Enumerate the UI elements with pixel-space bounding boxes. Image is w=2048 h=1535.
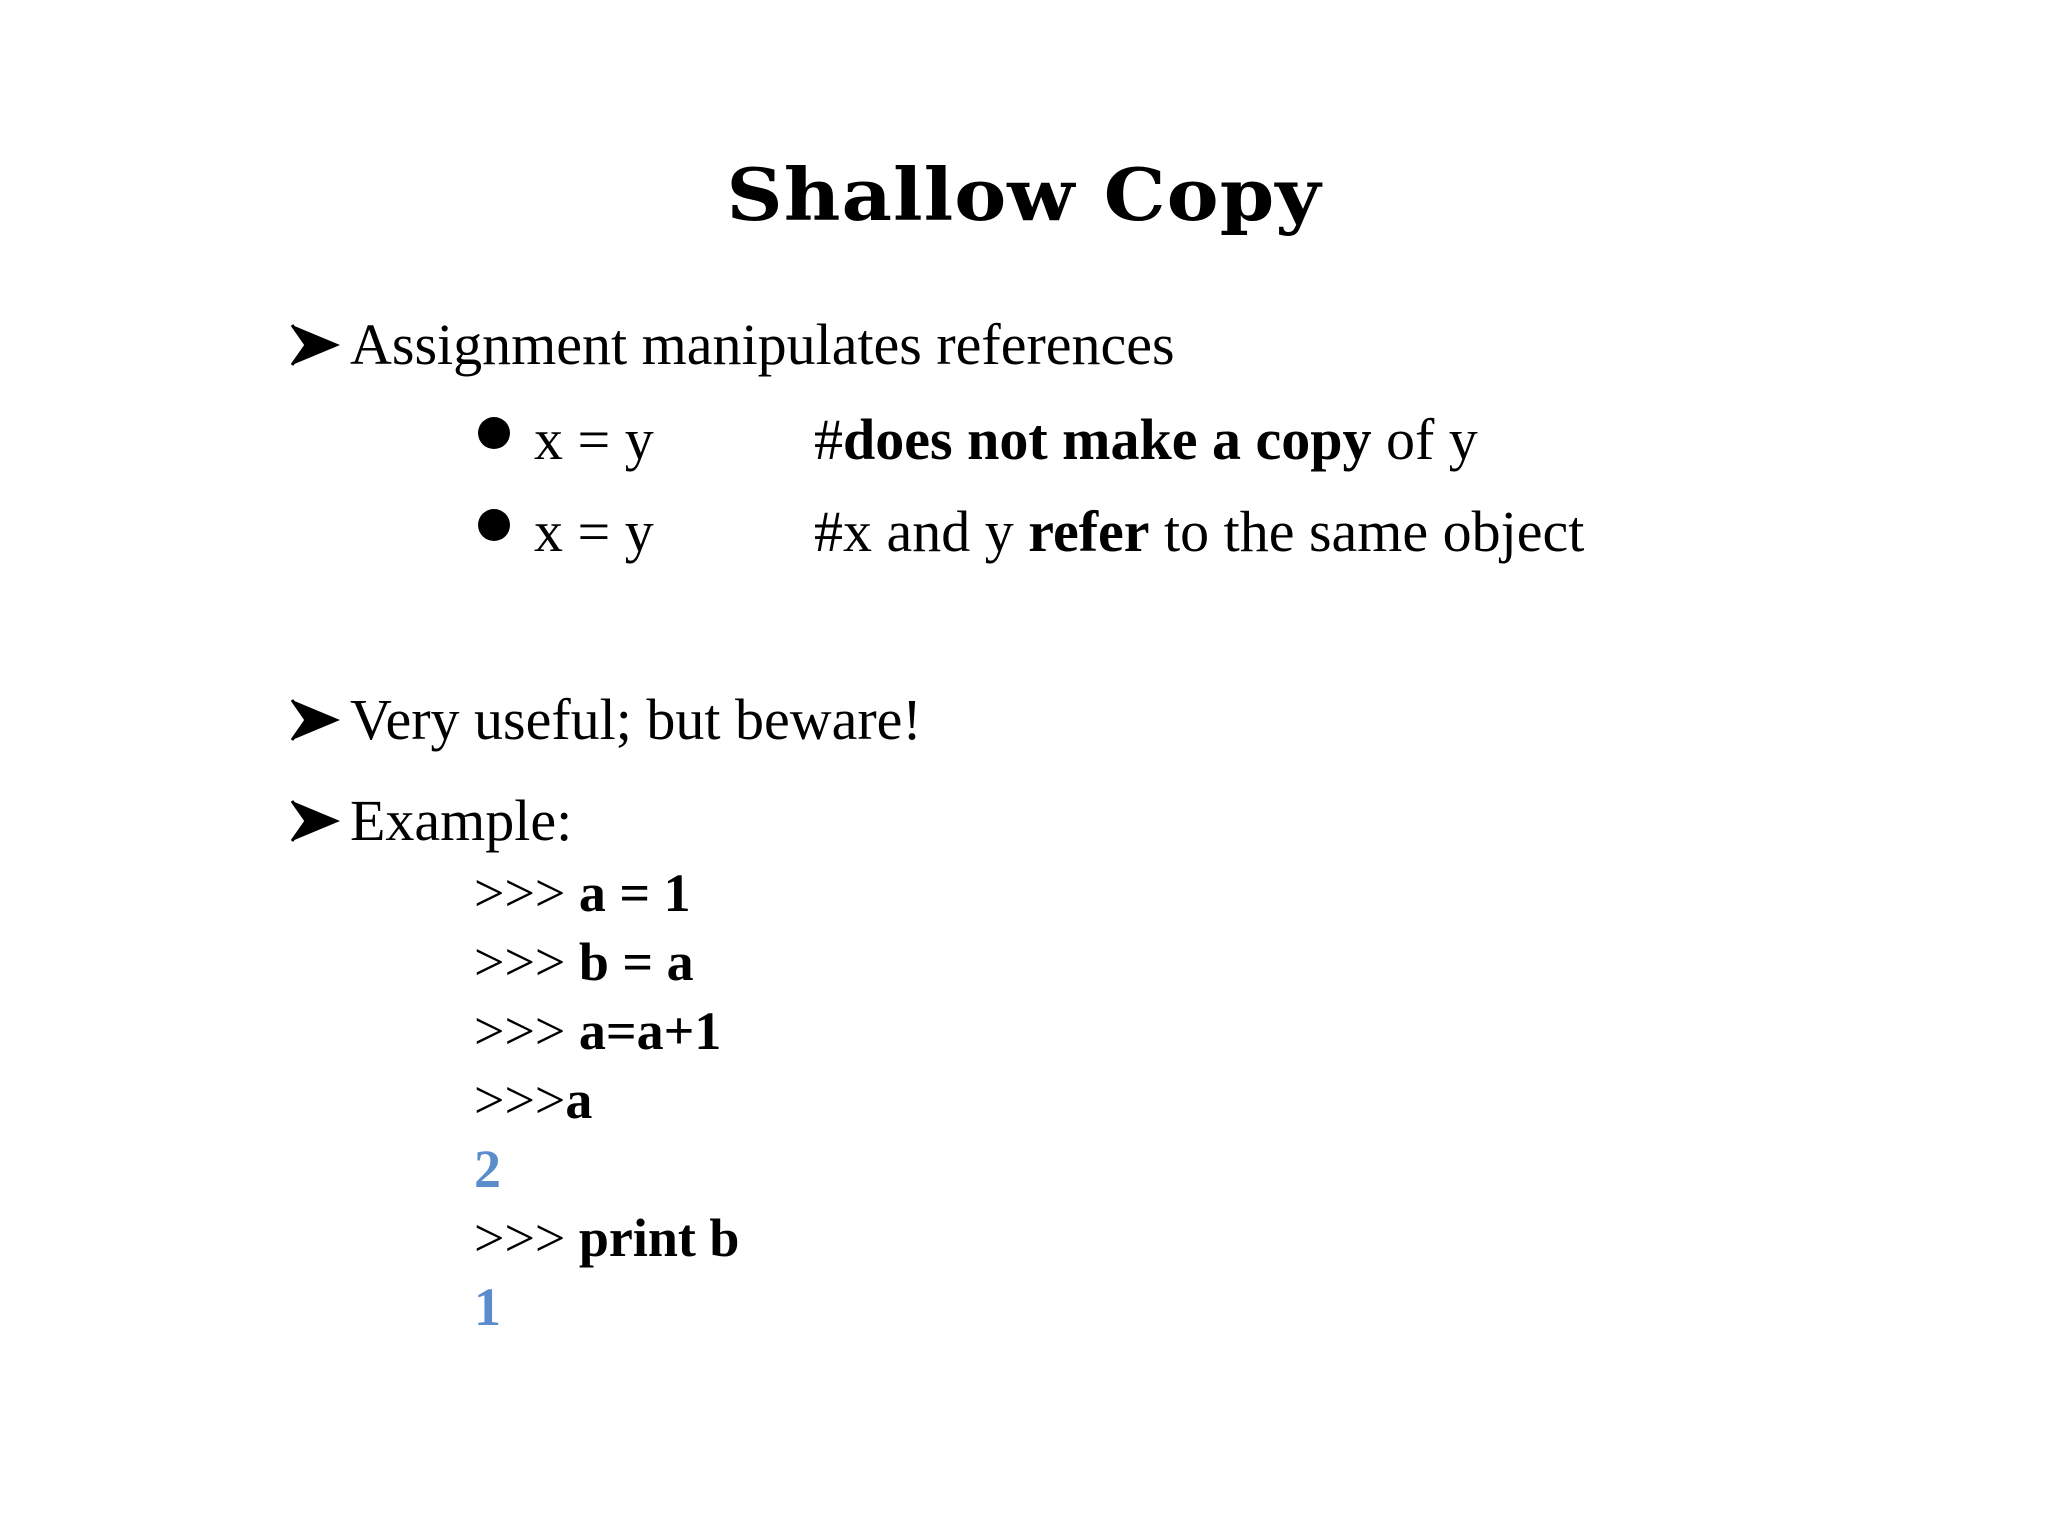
comment-emphasis: does not make a copy xyxy=(843,407,1372,472)
example-code-line xyxy=(474,929,694,995)
sub-bullet-comment: #does not make a copy of y xyxy=(814,407,1478,472)
bullet-item xyxy=(288,310,1175,380)
example-code-line xyxy=(474,998,721,1064)
arrowhead-bullet-icon xyxy=(288,694,346,746)
sub-bullet-code: x = y xyxy=(534,407,654,472)
comment-emphasis: refer xyxy=(1028,499,1150,564)
repl-prompt: >>> xyxy=(474,1001,579,1061)
repl-prompt: >>> xyxy=(474,1208,579,1268)
slide-title: Shallow Copy xyxy=(726,153,1322,238)
arrowhead-bullet-icon xyxy=(288,319,346,371)
example-output-line: 1 xyxy=(474,1277,501,1337)
sub-bullet-code: x = y xyxy=(534,499,654,564)
example-code-line xyxy=(474,860,691,926)
code-text: b = a xyxy=(578,932,694,992)
example-code-line xyxy=(474,1067,592,1133)
repl-prompt: >>> xyxy=(474,863,579,923)
code-text: a=a+1 xyxy=(578,1001,722,1061)
bullet-text: Example: xyxy=(350,788,573,853)
code-text: a xyxy=(565,1070,593,1130)
example-output-line: 2 xyxy=(474,1139,501,1199)
bullet-item xyxy=(288,685,922,755)
repl-prompt: >>> xyxy=(474,1070,566,1130)
example-code-line xyxy=(474,1205,739,1271)
arrowhead-bullet-icon xyxy=(288,795,346,847)
bullet-item xyxy=(288,786,572,856)
dot-bullet-icon xyxy=(478,417,510,449)
sub-bullet-comment: #x and y refer to the same object xyxy=(814,499,1585,564)
bullet-text: Assignment manipulates references xyxy=(350,312,1175,377)
dot-bullet-icon xyxy=(478,509,510,541)
repl-prompt: >>> xyxy=(474,932,579,992)
code-text: print b xyxy=(578,1208,740,1268)
code-text: a = 1 xyxy=(578,863,691,923)
bullet-text: Very useful; but beware! xyxy=(350,687,922,752)
